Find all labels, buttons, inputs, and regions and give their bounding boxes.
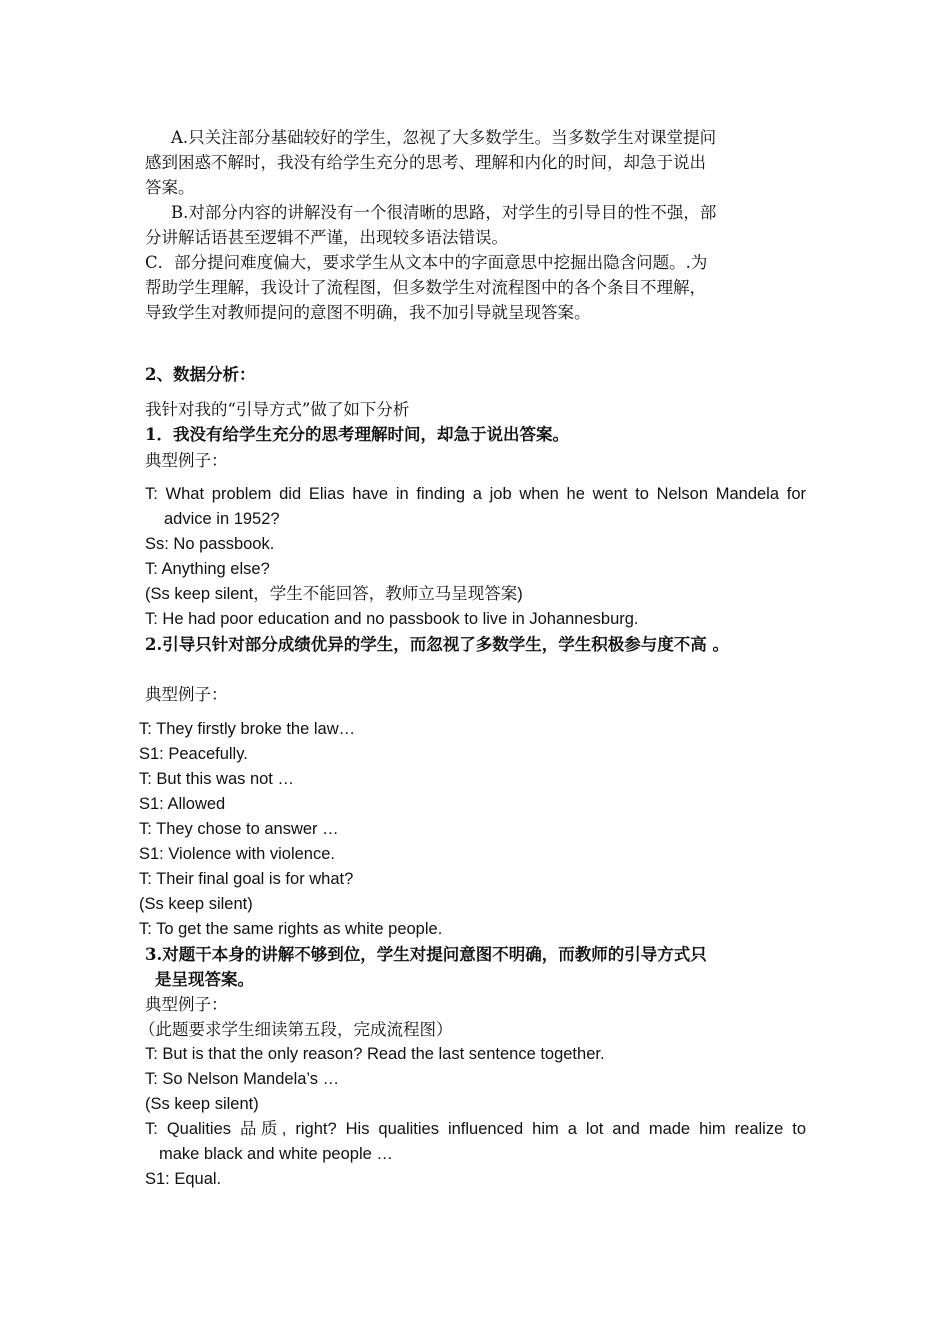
- dialogue-line: S1: Equal.: [145, 1170, 222, 1188]
- item-1-heading: 1．我没有给学生充分的思考理解时间，却急于说出答案。: [145, 425, 569, 444]
- dialogue-line: S1: Allowed: [139, 795, 226, 813]
- item-2-heading: 2.引导只针对部分成绩优异的学生，而忽视了多数学生，学生积极参与度不高 。: [145, 635, 729, 654]
- item-2-example-label: 典型例子：: [145, 685, 228, 704]
- section-heading: 2、数据分析：: [145, 365, 256, 384]
- dialogue-line: (Ss keep silent，学生不能回答，教师立马呈现答案): [145, 585, 523, 603]
- dialogue-line: S1: Peacefully.: [139, 745, 248, 763]
- point-a-line-1: A.只关注部分基础较好的学生，忽视了大多数学生。当多数学生对课堂提问: [171, 128, 717, 147]
- dialogue-line: T: What problem did Elias have in finding a job when he went to Nelson Mandela for: [145, 485, 806, 503]
- section-intro: 我针对我的“引导方式”做了如下分析: [145, 400, 410, 419]
- item-3-note: （此题要求学生细读第五段，完成流程图）: [139, 1020, 453, 1039]
- item-3-example-label: 典型例子：: [145, 995, 228, 1014]
- dialogue-line: T: So Nelson Mandela’s …: [145, 1070, 340, 1088]
- dialogue-line: (Ss keep silent): [145, 1095, 259, 1113]
- dialogue-line: T: Qualities 品质, right? His qualities influenced him a lot and made him realize to: [145, 1120, 806, 1138]
- point-b-line-1: B.对部分内容的讲解没有一个很清晰的思路，对学生的引导目的性不强，部: [171, 203, 717, 222]
- dialogue-line: T: Their final goal is for what?: [139, 870, 354, 888]
- dialogue-line: T: He had poor education and no passbook to live in Johannesburg.: [145, 610, 639, 628]
- item-3-heading-line-1: 3.对题干本身的讲解不够到位，学生对提问意图不明确，而教师的引导方式只: [145, 945, 707, 964]
- item-3-heading-line-2: 是呈现答案。: [155, 970, 254, 989]
- dialogue-line: T: To get the same rights as white people.: [139, 920, 443, 938]
- point-c-line-1: C．部分提问难度偏大，要求学生从文本中的字面意思中挖掘出隐含问题。.为: [145, 253, 708, 272]
- dialogue-line: T: They firstly broke the law…: [139, 720, 356, 738]
- item-1-example-label: 典型例子：: [145, 451, 228, 470]
- dialogue-line: (Ss keep silent): [139, 895, 253, 913]
- dialogue-line: T: But is that the only reason? Read the last sentence together.: [145, 1045, 605, 1063]
- dialogue-line: T: But this was not …: [139, 770, 294, 788]
- dialogue-line: T: They chose to answer …: [139, 820, 339, 838]
- point-c-line-2: 帮助学生理解，我设计了流程图，但多数学生对流程图中的各个条目不理解，: [145, 278, 706, 297]
- dialogue-line: Ss: No passbook.: [145, 535, 275, 553]
- point-a-line-2: 感到困惑不解时，我没有给学生充分的思考、理解和内化的时间，却急于说出: [145, 153, 706, 172]
- point-a-line-3: 答案。: [145, 178, 195, 197]
- dialogue-line: T: Anything else?: [145, 560, 270, 578]
- point-b-line-2: 分讲解话语甚至逻辑不严谨，出现较多语法错误。: [145, 228, 508, 247]
- dialogue-line: S1: Violence with violence.: [139, 845, 335, 863]
- dialogue-line: advice in 1952?: [164, 510, 280, 528]
- point-c-line-3: 导致学生对教师提问的意图不明确，我不加引导就呈现答案。: [145, 303, 591, 322]
- dialogue-line: make black and white people …: [159, 1145, 393, 1163]
